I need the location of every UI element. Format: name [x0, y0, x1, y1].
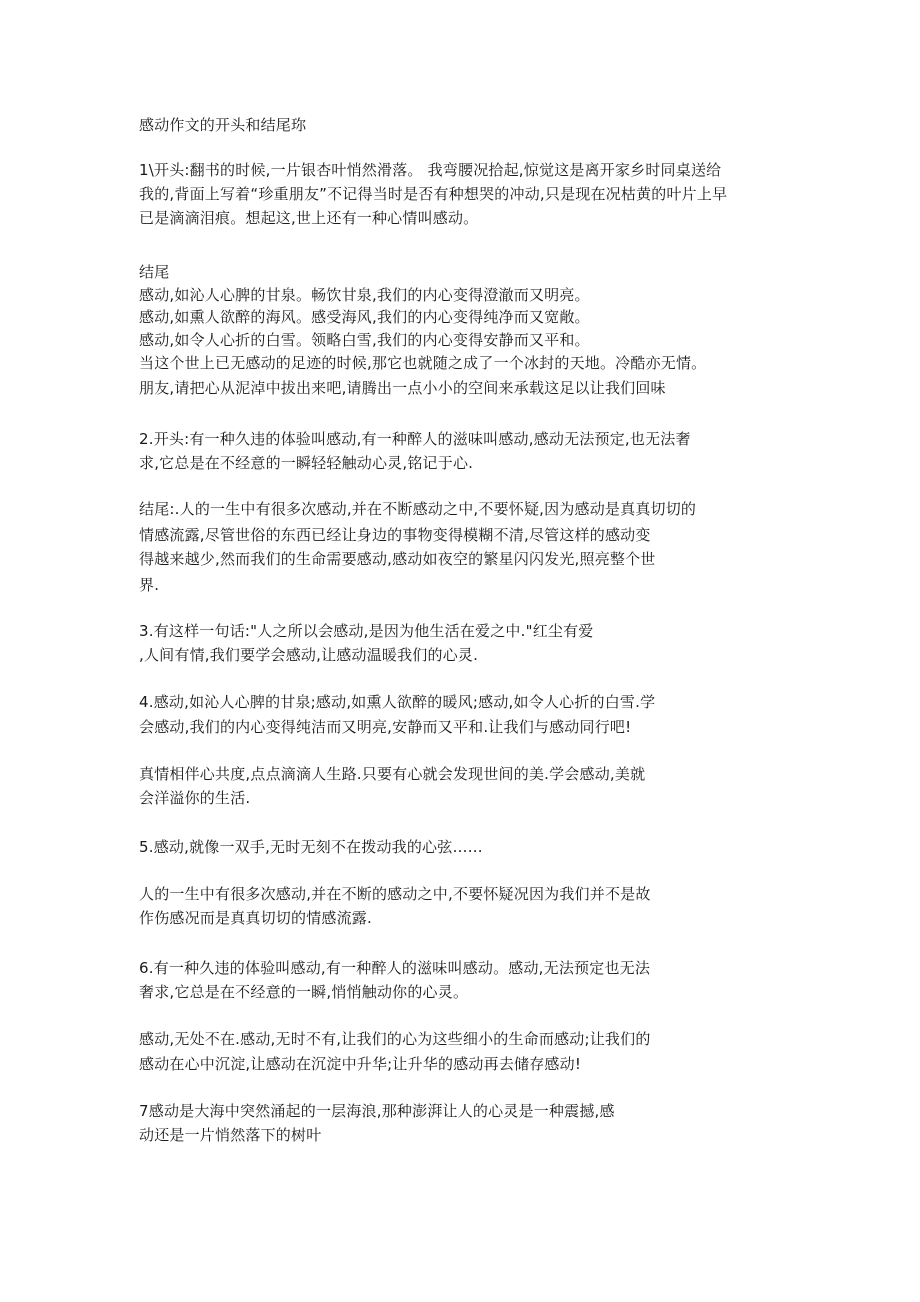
text-line: 2.开头:有一种久违的体验叫感动,有一种醉人的滋味叫感动,感动无法预定,也无法奢	[139, 430, 691, 448]
text-line: 感动在心中沉淀,让感动在沉淀中升华;让升华的感动再去储存感动!	[139, 1055, 582, 1073]
text-line: 作伤感况而是真真切切的情感流露.	[139, 909, 372, 927]
text-line: 动还是一片悄然落下的树叶	[139, 1126, 322, 1144]
text-line: 求,它总是在不经意的一瞬轻轻触动心灵,铭记于心.	[139, 454, 474, 472]
text-line: 6.有一种久违的体验叫感动,有一种醉人的滋味叫感动。感动,无法预定也无法	[139, 959, 651, 977]
text-line: 5.感动,就像一双手,无时无刻不在拨动我的心弦……	[139, 838, 483, 856]
text-line: 已是滴滴泪痕。想起这,世上还有一种心情叫感动。	[139, 209, 479, 227]
text-line: 会洋溢你的生活.	[139, 789, 251, 807]
text-line: 3.有这样一句话:"人之所以会感动,是因为他生活在爱之中."红尘有爱	[139, 622, 594, 640]
section-heading: 结尾	[139, 263, 170, 281]
text-line: 1\开头:翻书的时候,一片银杏叶悄然滑落。 我弯腰况拾起,惊觉这是离开家乡时同桌送给	[139, 161, 722, 179]
text-line: 会感动,我们的内心变得纯洁而又明亮,安静而又平和.让我们与感动同行吧!	[139, 718, 632, 736]
text-line: 结尾:.人的一生中有很多次感动,并在不断感动之中,不要怀疑,因为感动是真真切切的	[139, 500, 697, 518]
text-line: 真情相伴心共度,点点滴滴人生路.只要有心就会发现世间的美.学会感动,美就	[139, 765, 646, 783]
document-title: 感动作文的开头和结尾珎	[139, 116, 307, 134]
text-line: 4.感动,如沁人心脾的甘泉;感动,如熏人欲醉的暖风;感动,如令人心折的白雪.学	[139, 693, 656, 711]
text-line: 奢求,它总是在不经意的一瞬,悄悄触动你的心灵。	[139, 983, 469, 1001]
text-line: ,人间有情,我们要学会感动,让感动温暖我们的心灵.	[139, 646, 479, 664]
text-line: 得越来越少,然而我们的生命需要感动,感动如夜空的繁星闪闪发光,照亮整个世	[139, 550, 656, 568]
text-line: 感动,如熏人欲醉的海风。感受海风,我们的内心变得纯净而又宽敞。	[139, 308, 590, 326]
text-line: 情感流露,尽管世俗的东西已经让身边的事物变得模糊不清,尽管这样的感动变	[139, 526, 651, 544]
text-line: 朋友,请把心从泥淖中拔出来吧,请腾出一点小小的空间来承载这足以让我们回味	[139, 379, 666, 397]
text-line: 当这个世上已无感动的足迹的时候,那它也就随之成了一个冰封的天地。冷酷亦无情。	[139, 354, 707, 372]
text-line: 人的一生中有很多次感动,并在不断的感动之中,不要怀疑况因为我们并不是故	[139, 885, 651, 903]
text-line: 感动,如令人心折的白雪。领略白雪,我们的内心变得安静而又平和。	[139, 331, 590, 349]
text-line: 感动,无处不在.感动,无时不有,让我们的心为这些细小的生命而感动;让我们的	[139, 1030, 651, 1048]
text-line: 感动,如沁人心脾的甘泉。畅饮甘泉,我们的内心变得澄澈而又明亮。	[139, 286, 590, 304]
text-line: 7感动是大海中突然涌起的一层海浪,那种澎湃让人的心灵是一种震撼,感	[139, 1102, 615, 1120]
text-line: 我的,背面上写着“珍重朋友”不记得当时是否有种想哭的冲动,只是现在况枯黄的叶片上早	[139, 185, 728, 203]
text-line: 界.	[139, 576, 160, 594]
